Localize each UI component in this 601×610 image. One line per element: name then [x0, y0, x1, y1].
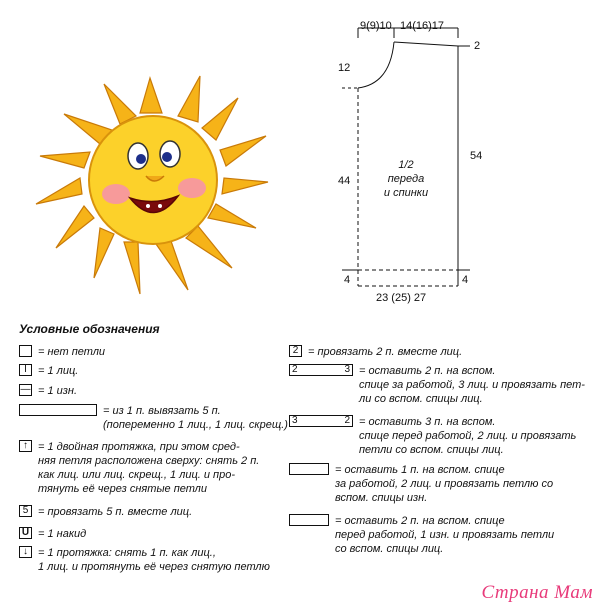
yarn-over-symbol: U: [19, 527, 32, 539]
sun-illustration: [20, 58, 280, 298]
arrow-down-icon: ↓: [19, 546, 32, 558]
legend-item: = нет петли: [19, 345, 105, 359]
legend-item: I = 1 лиц.: [19, 364, 78, 378]
k5tog-symbol: 5: [19, 505, 32, 517]
legend-item: 2 = провязать 2 п. вместе лиц.: [289, 345, 462, 359]
dim-total-height: 54: [470, 150, 483, 162]
legend-item: ↑ = 1 двойная протяжка, при этом сред- няя петля расположена сверху: снять 2 п. как лиц. или лиц. скрещ., 1 лиц. и про- тянуть её через снятые петли: [19, 440, 259, 496]
watermark: Страна Мам: [481, 582, 593, 603]
purl-symbol: —: [20, 384, 31, 395]
knit-symbol: I: [19, 364, 32, 376]
arrow-up-icon: ↑: [19, 440, 32, 452]
legend-item: = оставить 1 п. на вспом. спице за работой, 2 лиц. и провязать петлю со вспом. спицы изн.: [289, 463, 553, 505]
legend-title: Условные обозначения: [19, 322, 160, 336]
dim-hem-right: 4: [462, 274, 469, 286]
cable-2-1-symbol: [289, 514, 329, 526]
dim-top-left: 9(9)10: [360, 20, 392, 32]
dim-hem-left: 4: [344, 274, 351, 286]
legend-item: = из 1 п. вывязать 5 п. (попеременно 1 лиц., 1 лиц. скрещ.): [19, 404, 288, 432]
neckline: [358, 42, 394, 88]
legend-item: 2 3 = оставить 2 п. на вспом. спице за работой, 3 лиц. и провязать пет- ли со вспом. спицы лиц.: [289, 364, 585, 406]
k2tog-symbol: 2: [289, 345, 302, 357]
dim-shoulder-drop: 2: [474, 40, 481, 52]
legend-item: — = 1 изн.: [20, 384, 77, 397]
cheek-left: [102, 184, 130, 204]
dim-neck-height: 12: [338, 62, 351, 74]
legend-item: U = 1 накид: [19, 527, 86, 541]
dim-side-height: 44: [338, 175, 351, 187]
no-stitch-symbol: [19, 345, 32, 357]
dim-top-right: 14(16)17: [400, 20, 445, 32]
legend-item: ↓ = 1 протяжка: снять 1 п. как лиц., 1 лиц. и протянуть её через снятую петлю: [19, 546, 270, 574]
increase-5-symbol: [19, 404, 97, 416]
legend-item: 3 2 = оставить 3 п. на вспом. спице перед работой, 2 лиц. и провязать петли со вспом. спицы лиц.: [289, 415, 576, 457]
legend-item: 5 = провязать 5 п. вместе лиц.: [19, 505, 192, 519]
cable-2-3-symbol: 2 3: [289, 364, 353, 376]
center-label: 1/2 переда и спинки: [383, 159, 429, 199]
cable-3-2-symbol: 3 2: [289, 415, 353, 427]
cable-1-2-symbol: [289, 463, 329, 475]
legend-item: = оставить 2 п. на вспом. спице перед работой, 1 изн. и провязать петли со вспом. спицы лиц.: [289, 514, 554, 556]
dim-bottom-width: 23 (25) 27: [376, 292, 427, 304]
cheek-right: [178, 178, 206, 198]
